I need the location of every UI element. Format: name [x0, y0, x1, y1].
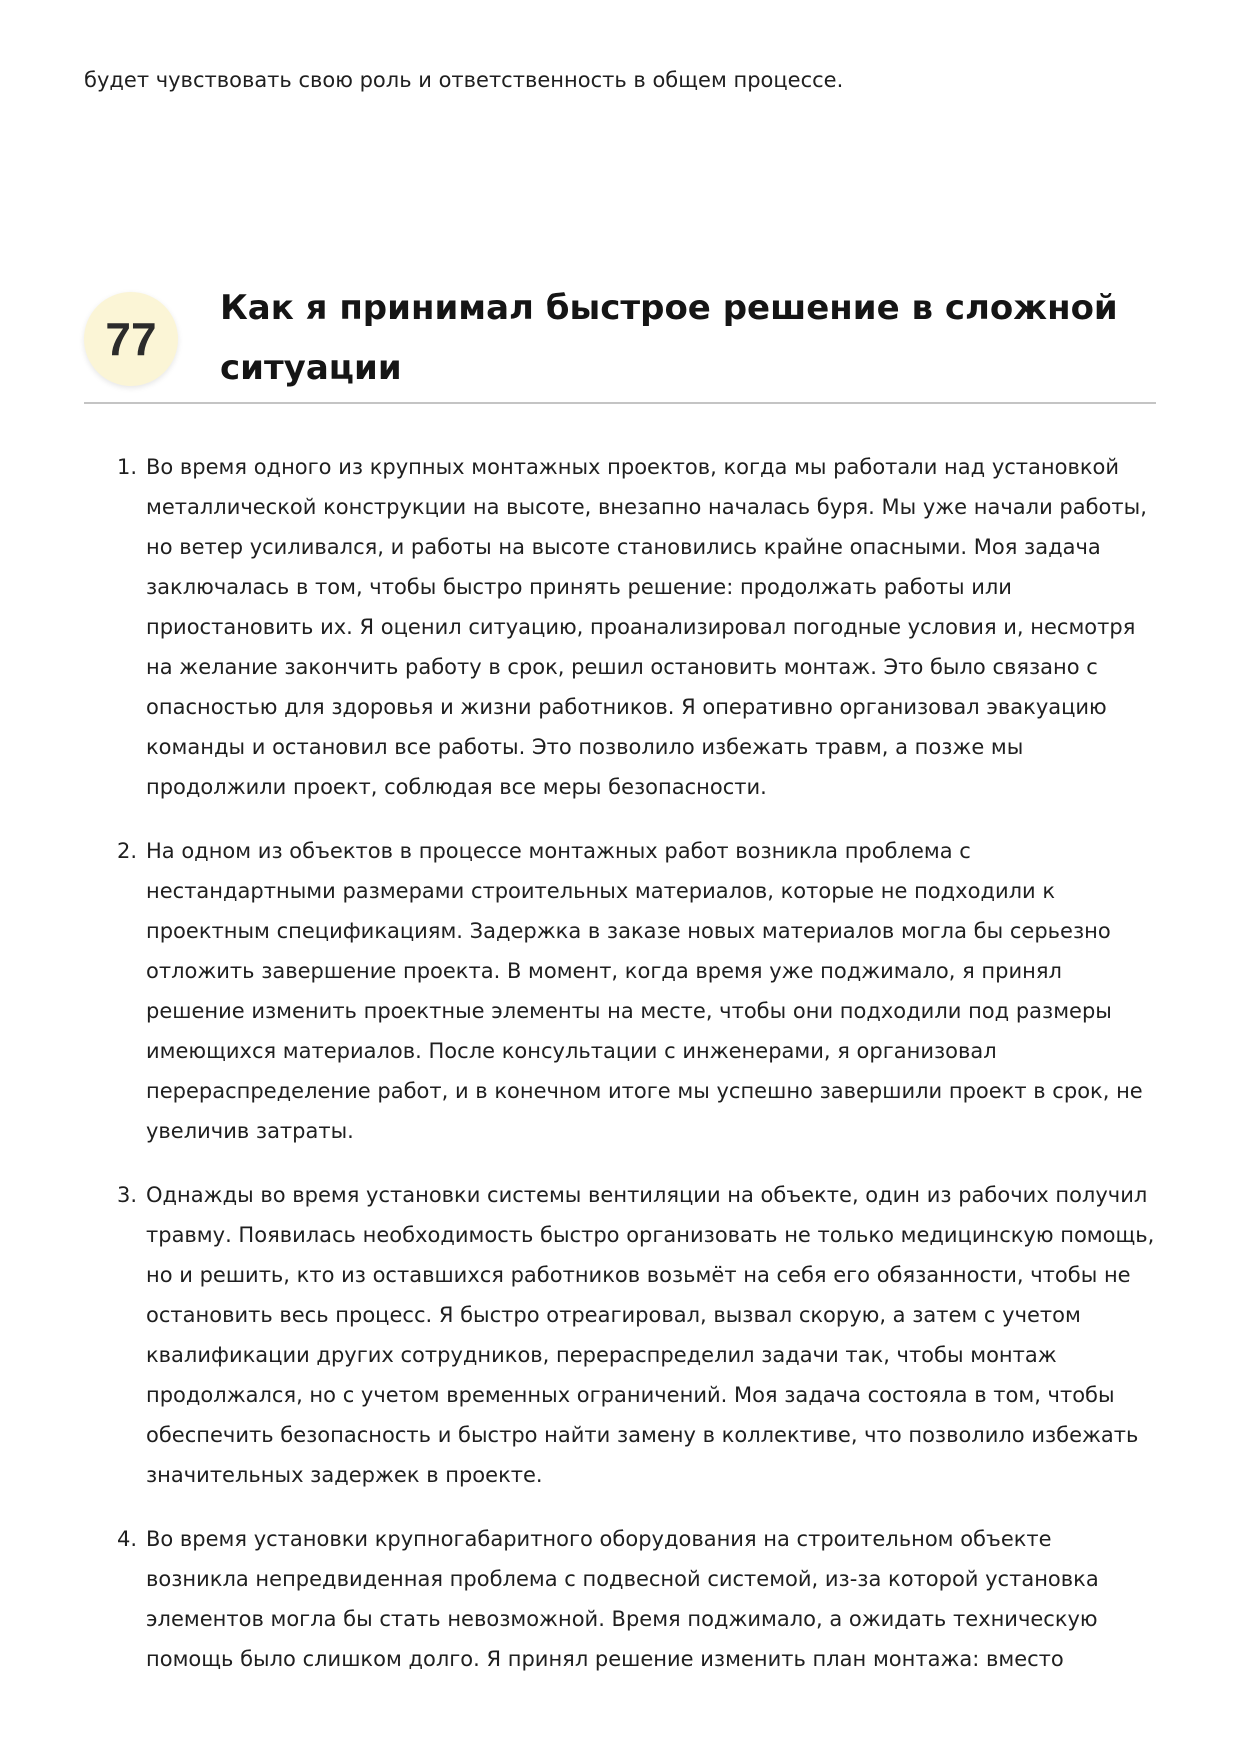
numbered-list — [84, 447, 1156, 1703]
list-item — [84, 447, 1156, 807]
list-item — [84, 1519, 1156, 1679]
list-item-number: 3. — [117, 1183, 138, 1207]
list-item-text: Однажды во время установки системы вентиляции на объекте, один из рабочих получил травму. Появилась необходимость быстро организовать не только медицинскую помощь, но и решить, кто из оставшихся работников возьмёт на себя его обязанности, чтобы не остановить весь процесс. Я быстро отреагировал, вызвал скорую, а затем с учетом квалификации других сотрудников, перераспределил задачи так, чтобы монтаж продолжался, но с учетом временных ограничений. Моя задача состояла в том, чтобы обеспечить безопасность и быстро найти замену в коллективе, что позволило избежать значительных задержек в проекте. — [146, 1183, 1155, 1487]
section-title: Как я принимал быстрое решение в сложной ситуации — [220, 288, 1118, 388]
intro-paragraph: будет чувствовать свою роль и ответственность в общем процессе. — [84, 68, 844, 92]
list-item — [84, 831, 1156, 1151]
list-item-number: 4. — [117, 1527, 138, 1551]
section-header — [84, 278, 1156, 404]
list-item-text: На одном из объектов в процессе монтажных работ возникла проблема с нестандартными размерами строительных материалов, которые не подходили к проектным спецификациям. Задержка в заказе новых материалов могла бы серьезно отложить завершение проекта. В момент, когда время уже поджимало, я принял решение изменить проектные элементы на месте, чтобы они подходили под размеры имеющихся материалов. После консультации с инженерами, я организовал перераспределение работ, и в конечном итоге мы успешно завершили проект в срок, не увеличив затраты. — [146, 839, 1143, 1143]
section-number-badge: 77 — [84, 292, 178, 386]
list-item-number: 2. — [117, 839, 138, 863]
list-item-text: Во время одного из крупных монтажных проектов, когда мы работали над установкой металлической конструкции на высоте, внезапно началась буря. Мы уже начали работы, но ветер усиливался, и работы на высоте становились крайне опасными. Моя задача заключалась в том, чтобы быстро принять решение: продолжать работы или приостановить их. Я оценил ситуацию, проанализировал погодные условия и, несмотря на желание закончить работу в срок, решил остановить монтаж. Это было связано с опасностью для здоровья и жизни работников. Я оперативно организовал эвакуацию команды и остановил все работы. Это позволило избежать травм, а позже мы продолжили проект, соблюдая все меры безопасности. — [146, 455, 1147, 799]
list-item-text: Во время установки крупногабаритного оборудования на строительном объекте возникла непредвиденная проблема с подвесной системой, из-за которой установка элементов могла бы стать невозможной. Время поджимало, а ожидать техническую помощь было слишком долго. Я принял решение изменить план монтажа: вместо — [146, 1527, 1099, 1671]
list-item — [84, 1175, 1156, 1495]
list-item-number: 1. — [117, 455, 138, 479]
